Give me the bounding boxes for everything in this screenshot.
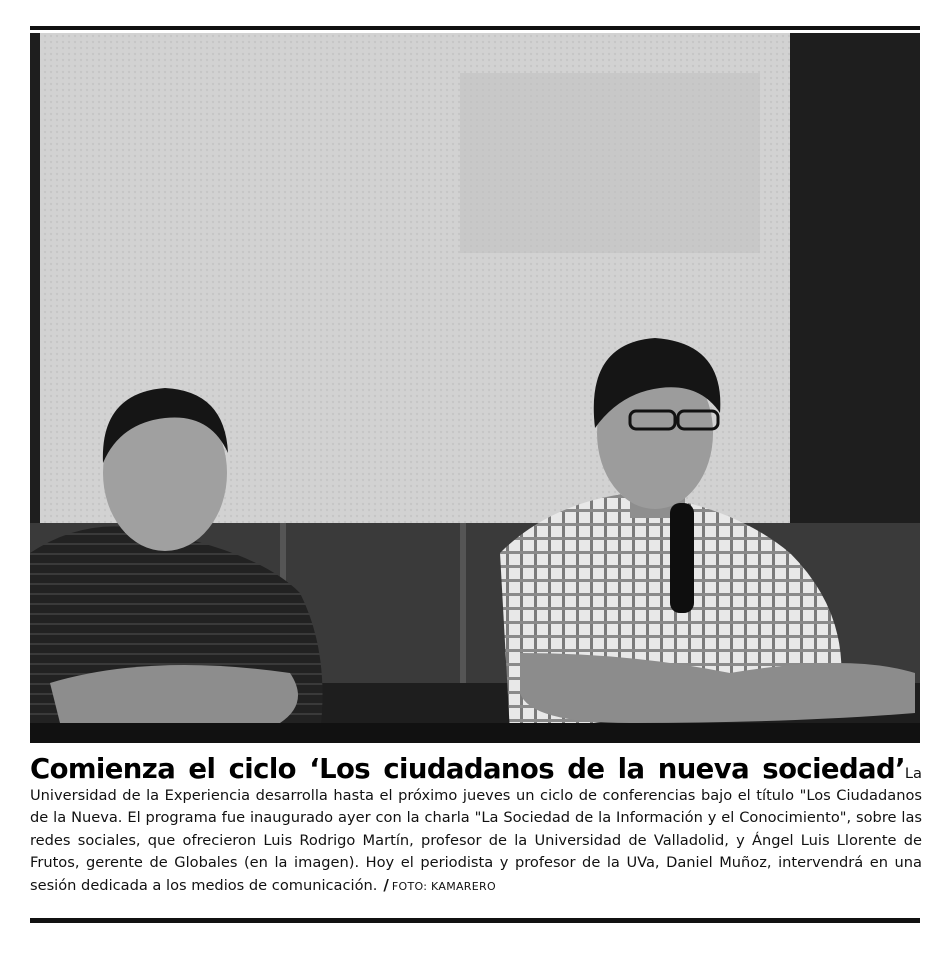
bottom-rule [30,918,920,923]
caption-block [30,753,922,898]
headline: Comienza el ciclo ‘Los ciudadanos de la nueva sociedad’ [30,753,905,785]
article-body: La Universidad de la Experiencia desarrolla hasta el próximo jueves un ciclo de conferencias bajo el título "Los Ciudadanos de la Nueva. El programa fue inaugurado ayer con la charla "La Sociedad de la Información y el Conocimiento", sobre las redes sociales, que ofrecieron Luis Rodrigo Martín, profesor de la Universidad de Valladolid, y Ángel Luis Llorente de Frutos, gerente de Globales (en la imagen). Hoy el periodista y profesor de la UVa, Daniel Muñoz, intervendrá en una sesión dedicada a los medios de comunicación. [30,765,922,895]
table [30,723,920,743]
photo-credit: FOTO: KAMARERO [391,880,496,894]
top-rule [30,26,920,30]
news-photo [30,33,920,743]
credit-separator: / [383,876,389,895]
